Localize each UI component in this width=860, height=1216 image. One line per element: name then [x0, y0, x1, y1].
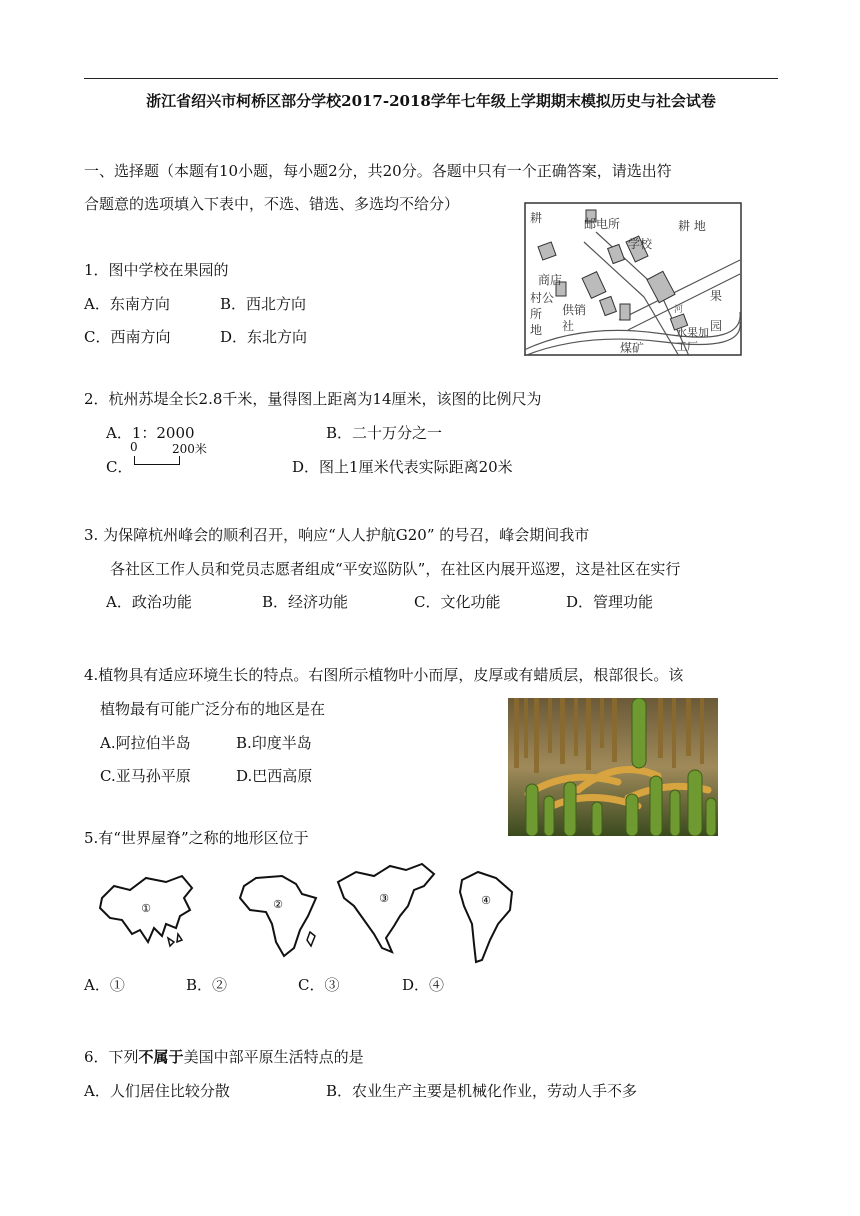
q6-stem — [84, 1046, 364, 1067]
asia-outline — [96, 868, 196, 954]
q3-option-c: C．文化功能 — [414, 593, 501, 611]
q6-option-b: B．农业生产主要是机械化作业，劳动人手不多 — [326, 1082, 638, 1100]
q3-option-d: D．管理功能 — [566, 593, 654, 611]
map-label-plowland: 耕 地 — [678, 219, 706, 233]
q6-stem-suffix: 美国中部平原生活特点的是 — [183, 1048, 364, 1066]
map-label-village-office: 村公 — [530, 291, 555, 305]
q1-option-b: B．西北方向 — [220, 295, 307, 313]
q4-option-a: A.阿拉伯半岛 — [100, 734, 191, 752]
q3-option-b: B．经济功能 — [262, 593, 349, 611]
q2-stem: 2．杭州苏堤全长2.8千米，量得图上距离为14厘米，该图的比例尺为 — [84, 390, 542, 408]
q2-option-c: C． — [106, 458, 133, 476]
africa-map-figure — [236, 872, 322, 958]
q1-option-c: C．西南方向 — [84, 328, 171, 346]
village-map-drawing — [524, 202, 742, 356]
q2-option-d: D．图上1厘米代表实际距离20米 — [292, 458, 513, 476]
map-label-river: 河 — [674, 305, 684, 315]
south-america-outline — [456, 870, 516, 966]
asia-map-figure — [96, 868, 196, 954]
q6-option-a: A．人们居住比较分散 — [84, 1082, 230, 1100]
q5-option-d: D．④ — [402, 976, 445, 994]
q4-option-d: D.巴西高原 — [236, 767, 313, 785]
q1-option-a: A．东南方向 — [84, 295, 170, 313]
q2-option-a: A．1：2000 — [106, 424, 195, 442]
asia-map-mark: ① — [141, 902, 151, 915]
map-label-orchard-2: 园 — [710, 319, 723, 333]
q2-scale-end: 200米 — [172, 442, 207, 456]
header-rule — [84, 78, 778, 79]
q2-option-b: B．二十万分之一 — [326, 424, 443, 442]
q1-stem: 1．图中学校在果园的 — [84, 261, 229, 279]
map-label-post-office: 邮电所 — [584, 217, 621, 231]
q1-option-d: D．东北方向 — [220, 328, 308, 346]
map-label-orchard: 果 — [710, 289, 723, 303]
map-label-fruit-factory-2: 工厂 — [676, 340, 698, 353]
map-label-school: 学校 — [628, 237, 653, 251]
cactus-illustration — [508, 698, 718, 836]
north-america-map-figure — [334, 860, 438, 960]
section-instructions-line2: 合题意的选项填入下表中，不选、错选、多选均不给分） — [84, 195, 460, 213]
q3-stem-line2: 各社区工作人员和党员志愿者组成“平安巡防队”，在社区内展开巡逻，这是社区在实行 — [110, 560, 681, 578]
q5-option-a: A．① — [84, 976, 125, 994]
q5-option-c: C．③ — [298, 976, 340, 994]
map-label-coop: 供销 — [562, 303, 587, 317]
q3-option-a: A．政治功能 — [106, 593, 192, 611]
q5-option-b: B．② — [186, 976, 228, 994]
q2-scale-zero: 0 — [130, 440, 138, 454]
map-label-village-office-3: 地 — [530, 323, 543, 337]
q4-option-c: C.亚马孙平原 — [100, 767, 191, 785]
q4-stem-line1: 4.植物具有适应环境生长的特点。右图所示植物叶小而厚，皮厚或有蜡质层，根部很长。该 — [84, 666, 684, 684]
q5-stem: 5.有“世界屋脊”之称的地形区位于 — [84, 829, 309, 847]
map-label-fruit-factory: 水果加 — [676, 326, 709, 339]
map-label-coop-2: 社 — [562, 319, 575, 333]
south-america-map-mark: ④ — [481, 894, 491, 907]
south-america-map-figure — [456, 870, 516, 966]
page-title: 浙江省绍兴市柯桥区部分学校2017-2018学年七年级上学期期末模拟历史与社会试卷 — [146, 92, 716, 110]
q2-scale-bar — [134, 456, 180, 465]
section-instructions-line1: 一、选择题（本题有10小题，每小题2分，共20分。各题中只有一个正确答案，请选出符 — [84, 162, 672, 180]
africa-map-mark: ② — [273, 898, 283, 911]
map-label-shop: 商店 — [538, 273, 563, 287]
map-label-coal-mine: 煤矿 — [620, 341, 645, 355]
q6-stem-prefix: 6．下列 — [84, 1048, 139, 1066]
q6-stem-emphasis: 不属于 — [138, 1048, 184, 1066]
africa-outline — [236, 872, 322, 958]
north-america-map-mark: ③ — [379, 892, 389, 905]
north-america-outline — [334, 860, 438, 960]
q4-stem-line2: 植物最有可能广泛分布的地区是在 — [100, 700, 326, 718]
map-label-geng: 耕 — [530, 211, 543, 225]
q3-stem-line1: 3. 为保障杭州峰会的顺利召开，响应“人人护航G20” 的号召，峰会期间我市 — [84, 526, 590, 544]
q4-option-b: B.印度半岛 — [236, 734, 312, 752]
map-label-village-office-2: 所 — [530, 307, 543, 321]
village-map-figure — [524, 202, 742, 356]
cactus-photo — [508, 698, 718, 836]
